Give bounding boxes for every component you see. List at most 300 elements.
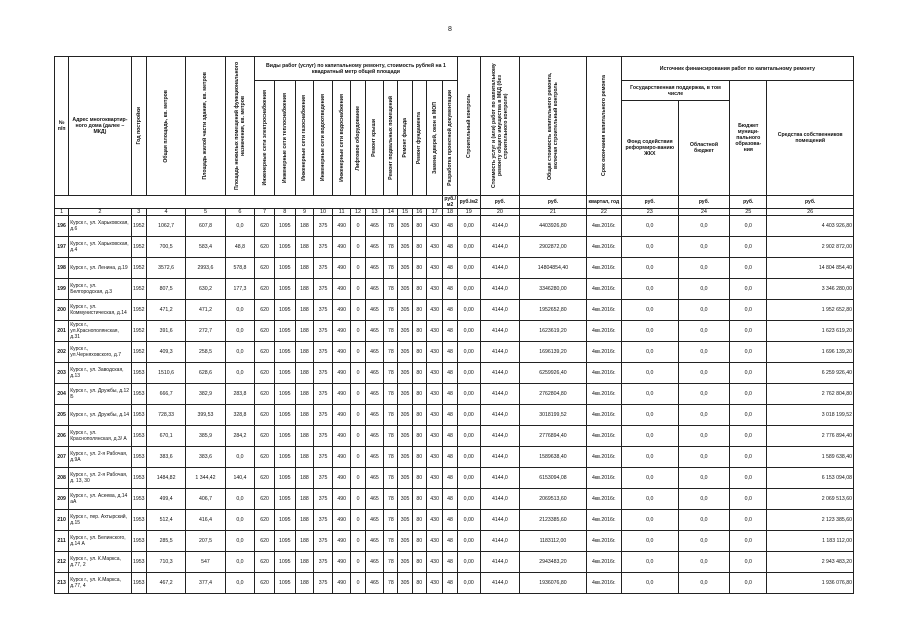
row-work-cost: 305: [398, 216, 412, 237]
row-number: 211: [55, 531, 69, 552]
row-year: 1953: [131, 426, 146, 447]
row-work-cost: 48: [443, 489, 457, 510]
row-nonres-area: 0,0: [225, 300, 255, 321]
row-address: Курск г., ул.Краснополянская, д.31: [69, 321, 131, 342]
row-work-cost: 430: [426, 216, 442, 237]
row-work-cost: 1095: [274, 216, 295, 237]
row-work-cost: 80: [412, 531, 426, 552]
row-work-cost: 430: [426, 363, 442, 384]
row-work-cost: 375: [314, 237, 333, 258]
row-control: 0,00: [457, 405, 480, 426]
row-work-cost: 430: [426, 447, 442, 468]
row-work-cost: 0: [351, 279, 365, 300]
row-work-cost: 78: [384, 426, 398, 447]
table-row: [55, 510, 854, 531]
row-work-cost: 375: [314, 342, 333, 363]
table-row: [55, 426, 854, 447]
row-work-cost: 620: [255, 573, 275, 594]
row-work-cost: 375: [314, 321, 333, 342]
row-number: 204: [55, 384, 69, 405]
row-work-cost: 465: [365, 531, 384, 552]
row-nonres-area: 177,3: [225, 279, 255, 300]
row-work-cost: 48: [443, 300, 457, 321]
row-work-cost: 430: [426, 300, 442, 321]
row-nonres-area: 578,8: [225, 258, 255, 279]
row-work-cost: 430: [426, 573, 442, 594]
row-work-cost: 48: [443, 279, 457, 300]
table-row: [55, 216, 854, 237]
row-address: Курск г., пер. Ахтырский, д.15: [69, 510, 131, 531]
row-work-cost: 48: [443, 216, 457, 237]
row-work-cost: 490: [332, 489, 351, 510]
row-work-cost: 80: [412, 510, 426, 531]
row-year: 1953: [131, 447, 146, 468]
row-total-area: 1484,82: [146, 468, 185, 489]
row-work-cost: 48: [443, 237, 457, 258]
row-work-cost: 0: [351, 363, 365, 384]
row-address: Курск г., ул. 2-я Рабочая, д. 13, 30: [69, 468, 131, 489]
row-work-cost: 490: [332, 468, 351, 489]
row-work-cost: 305: [398, 342, 412, 363]
row-work-cost: 620: [255, 279, 275, 300]
column-number-row: [55, 209, 854, 216]
row-regional: 0,0: [678, 405, 729, 426]
row-work-cost: 78: [384, 468, 398, 489]
row-work-cost: 80: [412, 237, 426, 258]
row-work-cost: 80: [412, 363, 426, 384]
row-work-cost: 80: [412, 447, 426, 468]
works-group-header: Виды работ (услуг) по капитальному ремонту, стоимость рублей на 1 квадратный метр общей площади: [255, 57, 458, 81]
table-row: [55, 321, 854, 342]
row-owners: 1 696 139,20: [767, 342, 854, 363]
row-nonres-area: 0,0: [225, 321, 255, 342]
table-row: [55, 237, 854, 258]
work-col-11: Разработка проектной документации: [443, 81, 457, 196]
row-total-area: 471,2: [146, 300, 185, 321]
unit-c26: руб.: [767, 196, 854, 209]
row-deadline: 4кв.2016г.: [586, 531, 621, 552]
row-work-cost: 1095: [274, 489, 295, 510]
row-work-cost: 78: [384, 510, 398, 531]
row-year: 1953: [131, 468, 146, 489]
row-year: 1953: [131, 489, 146, 510]
row-work-cost: 430: [426, 237, 442, 258]
row-municipal: 0,0: [730, 489, 767, 510]
row-work-cost: 430: [426, 489, 442, 510]
row-regional: 0,0: [678, 279, 729, 300]
unit-c23: руб.: [621, 196, 678, 209]
row-work-cost: 1095: [274, 510, 295, 531]
row-work-cost: 1095: [274, 279, 295, 300]
row-owners: 2 762 804,80: [767, 384, 854, 405]
work-col-0: Инженерные сети электроснабжения: [255, 81, 275, 196]
row-total-area: 670,1: [146, 426, 185, 447]
row-work-cost: 78: [384, 384, 398, 405]
row-work-cost: 465: [365, 510, 384, 531]
row-total-cost: 1623619,20: [520, 321, 587, 342]
row-regional: 0,0: [678, 573, 729, 594]
row-total-area: 700,5: [146, 237, 185, 258]
table-row: [55, 258, 854, 279]
row-nonres-area: 0,0: [225, 363, 255, 384]
unit-c22: квартал, год: [586, 196, 621, 209]
row-municipal: 0,0: [730, 447, 767, 468]
row-nonres-area: 328,8: [225, 405, 255, 426]
row-nonres-area: 0,0: [225, 342, 255, 363]
column-number: 16: [412, 209, 426, 216]
row-work-cost: 490: [332, 258, 351, 279]
row-work-cost: 188: [295, 300, 314, 321]
row-regional: 0,0: [678, 489, 729, 510]
row-work-cost: 0: [351, 531, 365, 552]
row-unit-cost: 4144,0: [480, 237, 519, 258]
municipal-header: Бюджет муници-пального образова-ния: [730, 81, 767, 196]
row-year: 1953: [131, 384, 146, 405]
row-total-cost: 1936076,80: [520, 573, 587, 594]
row-control: 0,00: [457, 216, 480, 237]
row-year: 1952: [131, 258, 146, 279]
row-regional: 0,0: [678, 510, 729, 531]
table-row: [55, 573, 854, 594]
row-nonres-area: 0,0: [225, 216, 255, 237]
row-work-cost: 305: [398, 552, 412, 573]
work-col-3: Инженерные сети водоотведения: [314, 81, 333, 196]
row-regional: 0,0: [678, 258, 729, 279]
table-row: [55, 531, 854, 552]
row-deadline: 4кв.2016г.: [586, 447, 621, 468]
row-work-cost: 1095: [274, 531, 295, 552]
row-work-cost: 48: [443, 342, 457, 363]
row-deadline: 4кв.2016г.: [586, 426, 621, 447]
fund-header: Фонд содействия реформиро-ванию ЖКХ: [621, 101, 678, 196]
row-work-cost: 620: [255, 405, 275, 426]
row-work-cost: 375: [314, 426, 333, 447]
row-work-cost: 305: [398, 510, 412, 531]
row-work-cost: 430: [426, 384, 442, 405]
row-control: 0,00: [457, 279, 480, 300]
state-support-header: Государственная поддержка, в том числе: [621, 81, 729, 101]
row-nonres-area: 0,0: [225, 510, 255, 531]
row-living-area: 607,8: [186, 216, 225, 237]
row-work-cost: 78: [384, 216, 398, 237]
row-work-cost: 375: [314, 552, 333, 573]
row-control: 0,00: [457, 573, 480, 594]
row-address: Курск г., ул. К.Маркса, д.77, 4: [69, 573, 131, 594]
row-address: Курск г., ул. Дружбы, д.12 Б: [69, 384, 131, 405]
row-municipal: 0,0: [730, 237, 767, 258]
row-work-cost: 78: [384, 363, 398, 384]
row-owners: 1 952 652,80: [767, 300, 854, 321]
row-work-cost: 1095: [274, 237, 295, 258]
col-header-address: Адрес многоквартир-ного дома (далее – МКД): [69, 57, 131, 196]
column-number: 17: [426, 209, 442, 216]
row-unit-cost: 4144,0: [480, 468, 519, 489]
row-work-cost: 490: [332, 510, 351, 531]
row-number: 198: [55, 258, 69, 279]
row-deadline: 4кв.2016г.: [586, 552, 621, 573]
row-regional: 0,0: [678, 552, 729, 573]
row-work-cost: 465: [365, 216, 384, 237]
row-control: 0,00: [457, 321, 480, 342]
row-year: 1952: [131, 321, 146, 342]
row-work-cost: 490: [332, 405, 351, 426]
row-work-cost: 620: [255, 258, 275, 279]
row-deadline: 4кв.2016г.: [586, 573, 621, 594]
row-work-cost: 465: [365, 447, 384, 468]
row-fund: 0,0: [621, 363, 678, 384]
row-total-cost: 2123385,60: [520, 510, 587, 531]
row-deadline: 4кв.2016г.: [586, 321, 621, 342]
row-control: 0,00: [457, 468, 480, 489]
row-work-cost: 305: [398, 363, 412, 384]
row-municipal: 0,0: [730, 468, 767, 489]
row-control: 0,00: [457, 258, 480, 279]
row-work-cost: 78: [384, 300, 398, 321]
row-fund: 0,0: [621, 405, 678, 426]
row-work-cost: 188: [295, 426, 314, 447]
row-deadline: 4кв.2016г.: [586, 237, 621, 258]
row-number: 209: [55, 489, 69, 510]
row-living-area: 383,6: [186, 447, 225, 468]
row-work-cost: 48: [443, 321, 457, 342]
row-work-cost: 490: [332, 237, 351, 258]
row-control: 0,00: [457, 552, 480, 573]
row-regional: 0,0: [678, 342, 729, 363]
row-work-cost: 375: [314, 363, 333, 384]
row-work-cost: 375: [314, 384, 333, 405]
row-work-cost: 490: [332, 531, 351, 552]
row-total-cost: 2943483,20: [520, 552, 587, 573]
column-number: 13: [365, 209, 384, 216]
row-work-cost: 620: [255, 237, 275, 258]
row-work-cost: 465: [365, 426, 384, 447]
row-work-cost: 188: [295, 573, 314, 594]
row-unit-cost: 4144,0: [480, 426, 519, 447]
row-work-cost: 490: [332, 447, 351, 468]
row-work-cost: 0: [351, 573, 365, 594]
row-living-area: 207,5: [186, 531, 225, 552]
row-work-cost: 430: [426, 405, 442, 426]
row-unit-cost: 4144,0: [480, 216, 519, 237]
row-nonres-area: 284,2: [225, 426, 255, 447]
row-year: 1953: [131, 510, 146, 531]
work-col-9: Ремонт фундамента: [412, 81, 426, 196]
row-work-cost: 0: [351, 552, 365, 573]
row-living-area: 382,9: [186, 384, 225, 405]
row-work-cost: 1095: [274, 552, 295, 573]
row-total-area: 710,3: [146, 552, 185, 573]
work-col-6: Ремонт крыши: [365, 81, 384, 196]
row-work-cost: 305: [398, 300, 412, 321]
row-nonres-area: 0,0: [225, 531, 255, 552]
row-work-cost: 78: [384, 405, 398, 426]
work-col-2: Инженерные сети газоснабжения: [295, 81, 314, 196]
row-number: 207: [55, 447, 69, 468]
funding-group-header: Источник финансирования работ по капитальному ремонту: [621, 57, 853, 81]
table-row: [55, 279, 854, 300]
row-fund: 0,0: [621, 384, 678, 405]
row-deadline: 4кв.2016г.: [586, 363, 621, 384]
row-work-cost: 465: [365, 573, 384, 594]
owners-header: Средства собственников помещений: [767, 81, 854, 196]
row-deadline: 4кв.2016г.: [586, 510, 621, 531]
row-fund: 0,0: [621, 468, 678, 489]
column-number: 25: [730, 209, 767, 216]
row-work-cost: 490: [332, 384, 351, 405]
row-work-cost: 0: [351, 426, 365, 447]
row-work-cost: 620: [255, 510, 275, 531]
row-living-area: 2993,6: [186, 258, 225, 279]
capital-repair-table: [54, 56, 854, 594]
row-unit-cost: 4144,0: [480, 552, 519, 573]
row-municipal: 0,0: [730, 510, 767, 531]
row-work-cost: 305: [398, 468, 412, 489]
row-work-cost: 1095: [274, 363, 295, 384]
row-work-cost: 188: [295, 510, 314, 531]
row-deadline: 4кв.2016г.: [586, 300, 621, 321]
row-work-cost: 80: [412, 552, 426, 573]
row-work-cost: 80: [412, 384, 426, 405]
row-fund: 0,0: [621, 279, 678, 300]
table-row: [55, 300, 854, 321]
row-address: Курск г., ул. Харьковская, д.6: [69, 216, 131, 237]
row-work-cost: 48: [443, 531, 457, 552]
row-work-cost: 0: [351, 510, 365, 531]
row-total-cost: 14804854,40: [520, 258, 587, 279]
row-work-cost: 430: [426, 531, 442, 552]
row-fund: 0,0: [621, 237, 678, 258]
row-living-area: 272,7: [186, 321, 225, 342]
column-number: 11: [332, 209, 351, 216]
row-municipal: 0,0: [730, 279, 767, 300]
row-total-area: 499,4: [146, 489, 185, 510]
row-living-area: 399,53: [186, 405, 225, 426]
row-living-area: 377,4: [186, 573, 225, 594]
row-unit-cost: 4144,0: [480, 342, 519, 363]
row-year: 1953: [131, 405, 146, 426]
table-row: [55, 447, 854, 468]
row-unit-cost: 4144,0: [480, 447, 519, 468]
col-header-year: Год постройки: [131, 57, 146, 196]
row-work-cost: 188: [295, 237, 314, 258]
row-work-cost: 375: [314, 468, 333, 489]
row-work-cost: 48: [443, 405, 457, 426]
row-living-area: 406,7: [186, 489, 225, 510]
row-deadline: 4кв.2016г.: [586, 489, 621, 510]
row-work-cost: 80: [412, 321, 426, 342]
row-work-cost: 375: [314, 405, 333, 426]
row-year: 1952: [131, 216, 146, 237]
row-owners: 2 776 894,40: [767, 426, 854, 447]
row-work-cost: 188: [295, 363, 314, 384]
row-total-area: 467,2: [146, 573, 185, 594]
column-number: 12: [351, 209, 365, 216]
row-municipal: 0,0: [730, 384, 767, 405]
row-work-cost: 620: [255, 426, 275, 447]
row-total-cost: 3346280,00: [520, 279, 587, 300]
row-address: Курск г., ул. Белгородская, д.3: [69, 279, 131, 300]
row-work-cost: 490: [332, 321, 351, 342]
row-unit-cost: 4144,0: [480, 405, 519, 426]
row-work-cost: 1095: [274, 468, 295, 489]
row-work-cost: 430: [426, 279, 442, 300]
table-row: [55, 342, 854, 363]
row-owners: 1 623 619,20: [767, 321, 854, 342]
row-control: 0,00: [457, 384, 480, 405]
row-number: 203: [55, 363, 69, 384]
row-work-cost: 0: [351, 405, 365, 426]
row-regional: 0,0: [678, 237, 729, 258]
row-work-cost: 1095: [274, 258, 295, 279]
row-number: 201: [55, 321, 69, 342]
row-work-cost: 48: [443, 363, 457, 384]
row-regional: 0,0: [678, 468, 729, 489]
row-work-cost: 305: [398, 489, 412, 510]
row-total-area: 409,3: [146, 342, 185, 363]
row-municipal: 0,0: [730, 258, 767, 279]
row-total-cost: 4403926,80: [520, 216, 587, 237]
row-municipal: 0,0: [730, 363, 767, 384]
row-fund: 0,0: [621, 489, 678, 510]
table-row: [55, 468, 854, 489]
row-work-cost: 305: [398, 426, 412, 447]
row-year: 1952: [131, 237, 146, 258]
col-header-total-area: Общая площадь, кв. метров: [146, 57, 185, 196]
row-work-cost: 48: [443, 552, 457, 573]
row-work-cost: 375: [314, 573, 333, 594]
row-number: 206: [55, 426, 69, 447]
column-number: 4: [146, 209, 185, 216]
col-header-total-cost: Общая стоимость капитального ремонта, включая строительный контроль: [520, 57, 587, 196]
row-work-cost: 78: [384, 237, 398, 258]
row-year: 1952: [131, 300, 146, 321]
row-unit-cost: 4144,0: [480, 363, 519, 384]
row-work-cost: 305: [398, 279, 412, 300]
row-regional: 0,0: [678, 363, 729, 384]
row-total-area: 3572,6: [146, 258, 185, 279]
col-header-nonres-area: Площадь нежилых помещений функционального назначения, кв. метров: [225, 57, 255, 196]
row-control: 0,00: [457, 489, 480, 510]
row-work-cost: 188: [295, 342, 314, 363]
row-work-cost: 188: [295, 552, 314, 573]
row-work-cost: 1095: [274, 321, 295, 342]
row-work-cost: 465: [365, 405, 384, 426]
row-work-cost: 78: [384, 531, 398, 552]
row-address: Курск г., ул. Белинского, д.14 А: [69, 531, 131, 552]
row-number: 213: [55, 573, 69, 594]
row-work-cost: 430: [426, 342, 442, 363]
row-address: Курск г., ул. Ленина, д.19: [69, 258, 131, 279]
row-work-cost: 490: [332, 279, 351, 300]
row-work-cost: 620: [255, 531, 275, 552]
row-living-area: 630,2: [186, 279, 225, 300]
row-work-cost: 1095: [274, 426, 295, 447]
row-work-cost: 375: [314, 447, 333, 468]
row-regional: 0,0: [678, 384, 729, 405]
row-nonres-area: 283,8: [225, 384, 255, 405]
row-fund: 0,0: [621, 300, 678, 321]
column-number: 19: [457, 209, 480, 216]
row-address: Курск г., ул. 2-я Рабочая, д.9А: [69, 447, 131, 468]
row-year: 1953: [131, 363, 146, 384]
row-living-area: 628,6: [186, 363, 225, 384]
work-col-7: Ремонт подвальных помещений: [384, 81, 398, 196]
row-nonres-area: 0,0: [225, 489, 255, 510]
row-work-cost: 620: [255, 552, 275, 573]
row-year: 1953: [131, 531, 146, 552]
row-work-cost: 465: [365, 279, 384, 300]
row-work-cost: 620: [255, 489, 275, 510]
